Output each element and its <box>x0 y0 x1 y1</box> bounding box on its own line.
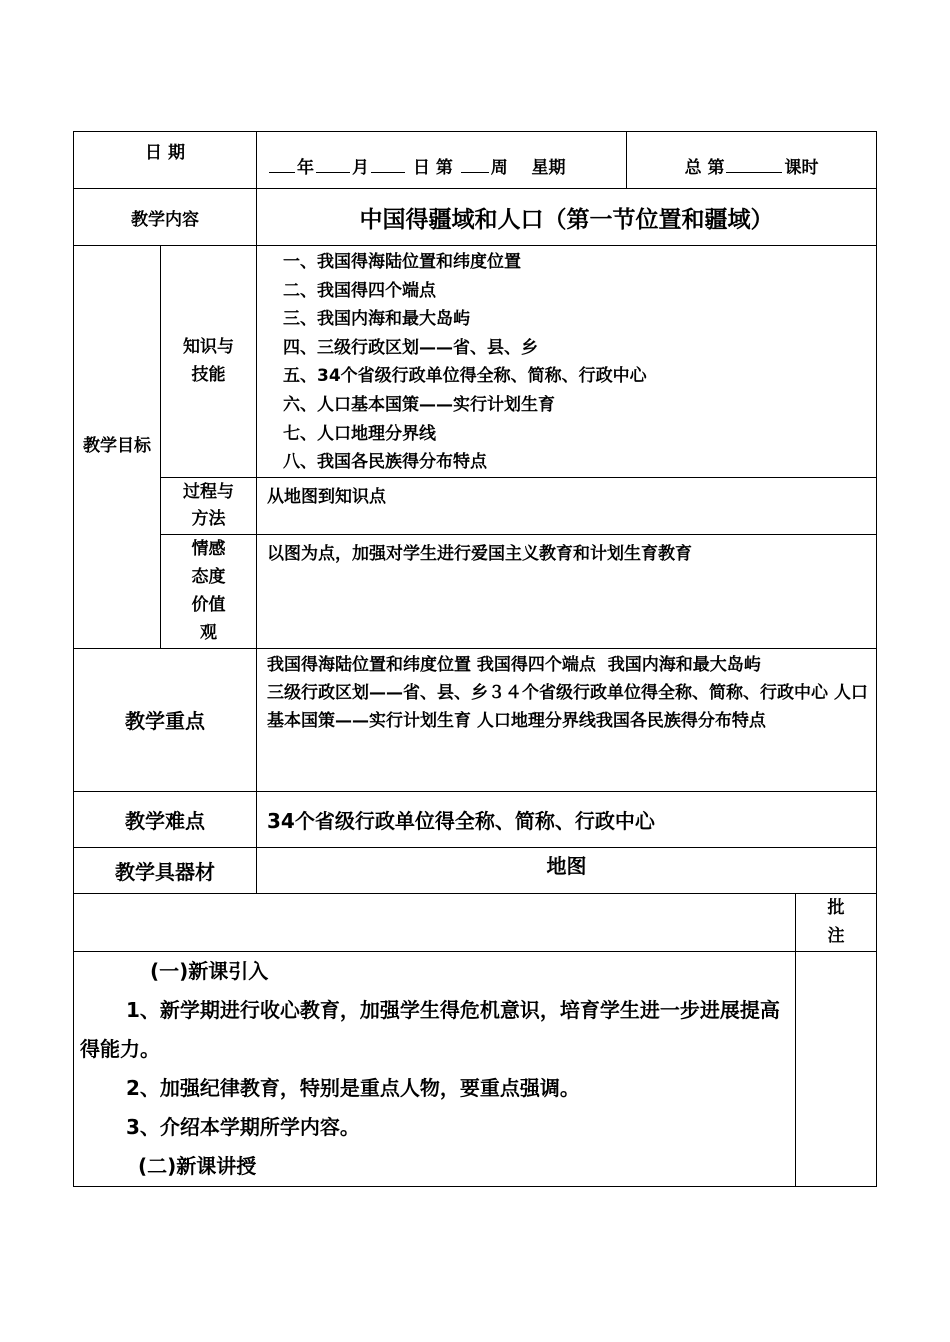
month-label: 月 <box>352 157 370 178</box>
annotation-label-text: 批注 <box>827 898 845 947</box>
difficulties-label <box>74 791 257 847</box>
lesson-item: 2、加强纪律教育，特别是重点人物，要重点强调。 <box>126 1075 580 1100</box>
week-label: 周 <box>490 157 508 178</box>
difficulties-text <box>257 791 877 847</box>
total-lesson-cell <box>627 132 877 189</box>
emotion-text-content: 以图为点，加强对学生进行爱国主义教育和计划生育教育 <box>267 543 693 564</box>
lesson-item: 3、介绍本学期所学内容。 <box>126 1114 360 1139</box>
section-teaching-heading: (二)新课讲授 <box>138 1153 257 1178</box>
key-points-text-content: 我国得海陆位置和纬度位置 我国得四个端点 我国内海和最大岛屿 三级行政区划——省、县、乡３４个省级行政单位得全称、简称、行政中心 人口基本国策——实行计划生育 人口地理分界线我国各民族得分布特点 <box>267 654 868 731</box>
key-points-text <box>257 648 877 791</box>
emotion-row <box>74 534 877 648</box>
equipment-text <box>257 847 877 893</box>
section-intro-heading: (一)新课引入 <box>150 958 269 983</box>
lesson-plan-table <box>73 131 877 1187</box>
annotation-cell[interactable] <box>796 951 877 1186</box>
lesson-body-row <box>74 951 877 1186</box>
key-points-label <box>74 648 257 791</box>
content-label-text: 教学内容 <box>131 209 199 230</box>
date-label <box>74 132 257 189</box>
knowledge-row <box>74 246 877 478</box>
emotion-text <box>257 534 877 648</box>
total-prefix: 总 第 <box>684 157 725 178</box>
year-label: 年 <box>297 157 315 178</box>
month-blank[interactable] <box>316 156 350 173</box>
difficulties-text-content: 34个省级行政单位得全称、简称、行政中心 <box>267 808 655 833</box>
day-blank[interactable] <box>371 156 405 173</box>
lesson-blank[interactable] <box>726 156 782 173</box>
emotion-label <box>161 534 257 648</box>
knowledge-item: 一、我国得海陆位置和纬度位置 <box>283 252 522 272</box>
lesson-plan-sheet <box>73 131 876 1187</box>
process-row <box>74 477 877 534</box>
process-label-text: 过程与方法 <box>183 481 234 529</box>
annotation-label <box>796 893 877 951</box>
process-label <box>161 477 257 534</box>
date-fields <box>257 132 627 189</box>
key-points-row <box>74 648 877 791</box>
date-label-text: 日 期 <box>145 143 185 163</box>
day-label: 日 <box>412 157 430 178</box>
year-blank[interactable] <box>269 156 295 173</box>
knowledge-item: 二、我国得四个端点 <box>283 280 437 301</box>
lesson-label: 课时 <box>784 157 819 178</box>
key-points-label-text: 教学重点 <box>125 709 205 734</box>
date-row <box>74 132 877 189</box>
knowledge-item: 七、人口地理分界线 <box>283 423 437 444</box>
equipment-row <box>74 847 877 893</box>
lesson-item: 1、新学期进行收心教育，加强学生得危机意识，培育学生进一步进展提高得能力。 <box>80 997 780 1061</box>
objectives-label <box>74 246 161 649</box>
content-row <box>74 189 877 246</box>
content-label <box>74 189 257 246</box>
knowledge-label-text: 知识与技能 <box>183 337 234 386</box>
content-title <box>257 189 877 246</box>
weekday-label: 星期 <box>531 157 566 178</box>
equipment-text-content: 地图 <box>546 853 587 878</box>
objectives-label-text: 教学目标 <box>83 436 151 457</box>
annotation-blank-cell <box>74 893 796 951</box>
difficulties-row <box>74 791 877 847</box>
week-prefix: 第 <box>435 157 453 178</box>
knowledge-item: 三、我国内海和最大岛屿 <box>283 309 471 330</box>
knowledge-list <box>257 246 877 478</box>
knowledge-item: 五、34个省级行政单位得全称、简称、行政中心 <box>283 366 647 387</box>
emotion-label-text: 情感态度价值观 <box>191 539 226 644</box>
difficulties-label-text: 教学难点 <box>125 808 205 833</box>
process-text <box>257 477 877 534</box>
week-blank[interactable] <box>461 156 489 173</box>
knowledge-label <box>161 246 257 478</box>
lesson-body <box>74 951 796 1186</box>
annotation-header-row <box>74 893 877 951</box>
content-title-text: 中国得疆域和人口（第一节位置和疆域） <box>359 206 774 233</box>
knowledge-item: 四、三级行政区划——省、县、乡 <box>283 337 539 358</box>
equipment-label-text: 教学具器材 <box>115 859 215 884</box>
process-text-content: 从地图到知识点 <box>267 486 387 507</box>
knowledge-item: 八、我国各民族得分布特点 <box>283 452 488 473</box>
knowledge-item: 六、人口基本国策——实行计划生育 <box>283 394 556 415</box>
equipment-label <box>74 847 257 893</box>
